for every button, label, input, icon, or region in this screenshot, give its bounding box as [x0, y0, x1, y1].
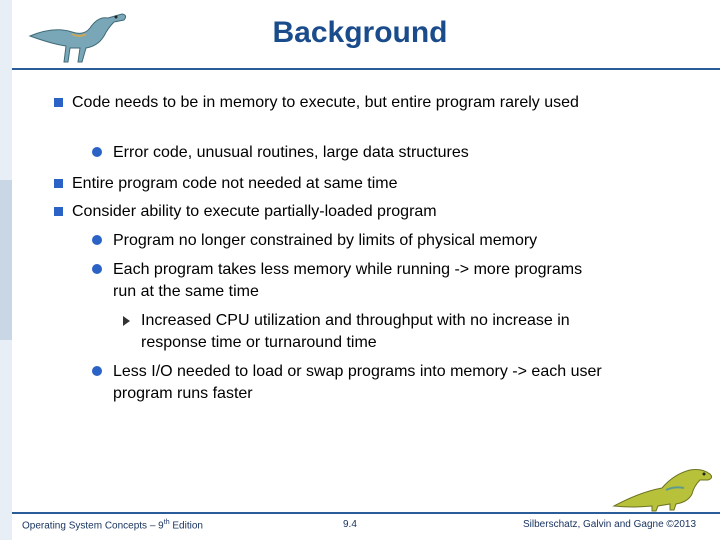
bullet-item [72, 92, 672, 114]
bullet-text: Code needs to be in memory to execute, but entire program rarely used [72, 94, 579, 111]
bullet-item [113, 259, 603, 303]
footer-book-title [22, 519, 203, 531]
round-bullet-icon [92, 264, 102, 274]
bullet-text: Consider ability to execute partially-loaded program [72, 203, 437, 220]
round-bullet-icon [92, 147, 102, 157]
bullet-item [72, 201, 672, 223]
bullet-item [113, 142, 673, 164]
triangle-bullet-icon [123, 316, 130, 326]
footer-page-number: 9.4 [343, 519, 357, 530]
bullet-text: Program no longer constrained by limits of physical memory [113, 232, 538, 249]
slide-title: Background [272, 16, 448, 49]
bullet-item [141, 310, 621, 354]
bullet-text: Each program takes less memory while running -> more programs run at the same time [113, 261, 583, 300]
round-bullet-icon [92, 366, 102, 376]
title-divider [12, 68, 720, 70]
footer-divider [12, 512, 720, 514]
square-bullet-icon [54, 98, 63, 107]
bullet-text: Entire program code not needed at same time [72, 175, 398, 192]
bullet-text: Error code, unusual routines, large data structures [113, 144, 469, 161]
footer-book-prefix: Operating System Concepts – 9 [22, 520, 164, 532]
dinosaur-icon [610, 462, 718, 512]
bullet-text: Less I/O needed to load or swap programs into memory -> each user program runs faster [113, 363, 602, 402]
footer-book-sup: th [163, 519, 170, 526]
bullet-item [113, 361, 603, 405]
bullet-item [72, 173, 672, 195]
footer-copyright: Silberschatz, Galvin and Gagne ©2013 [523, 519, 697, 530]
square-bullet-icon [54, 179, 63, 188]
sidebar-band [0, 180, 12, 340]
square-bullet-icon [54, 207, 63, 216]
round-bullet-icon [92, 235, 102, 245]
bullet-item [113, 230, 673, 252]
footer-book-suffix: Edition [169, 520, 203, 532]
bullet-text: Increased CPU utilization and throughput with no increase in response time or turnaround time [141, 312, 570, 351]
slide-sidebar [0, 0, 12, 540]
